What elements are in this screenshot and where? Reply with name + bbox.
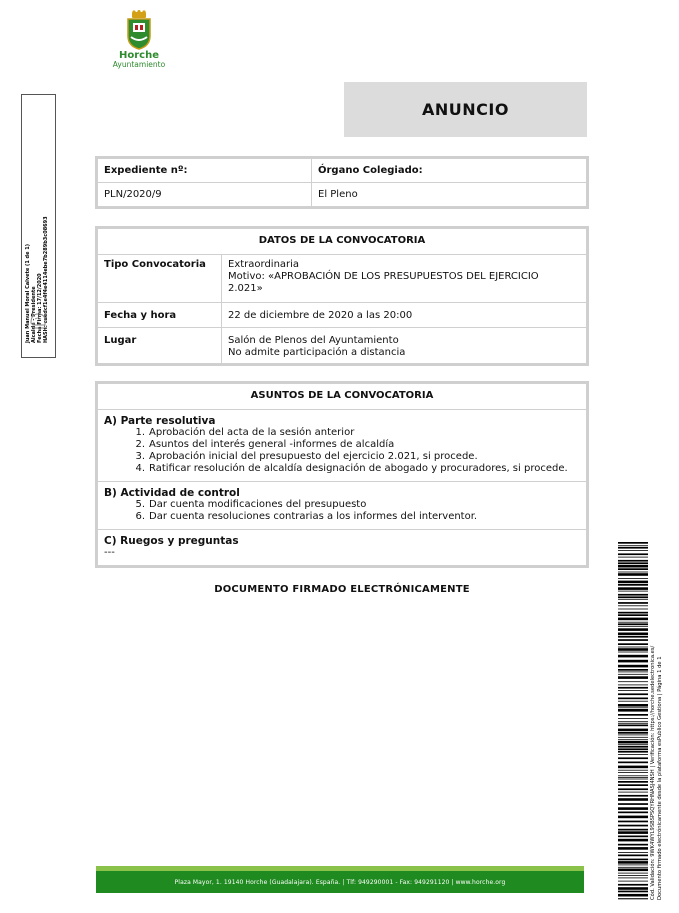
list-item: 5. Dar cuenta modificaciones del presupuesto (135, 499, 367, 510)
expediente-value: PLN/2020/9 (98, 183, 312, 207)
expediente-label: Expediente nº: (98, 159, 312, 183)
page-title-box (344, 82, 587, 137)
coat-of-arms-icon (119, 10, 159, 50)
logo-name: Horche (119, 50, 159, 61)
tipo-convocatoria-label: Tipo Convocatoria (98, 255, 222, 303)
footer-address: Plaza Mayor, 1. 19140 Horche (Guadalajara). España. | Tlf: 949290001 - Fax: 949291120 | www.horche.org (96, 871, 584, 893)
list-item: 2. Asuntos del interés general -informes de alcaldía (135, 439, 395, 450)
validation-line-2: Documento firmado electrónicamente desde la plataforma esPublico Gestiona | Página 1 de 1 (656, 656, 663, 900)
section-ruegos-preguntas (98, 530, 587, 566)
organo-value: El Pleno (312, 183, 587, 207)
tipo-convocatoria-value: Extraordinaria Motivo: «APROBACIÓN DE LOS PRESUPUESTOS DEL EJERCICIO 2.021» (222, 255, 587, 303)
horche-logo (106, 10, 172, 74)
datos-title: DATOS DE LA CONVOCATORIA (98, 229, 587, 255)
datos-convocatoria-table (95, 226, 589, 366)
section-actividad-control (98, 482, 587, 530)
list-item: 3. Aprobación inicial del presupuesto del ejercicio 2.021, si procede. (135, 451, 478, 462)
asuntos-title: ASUNTOS DE LA CONVOCATORIA (98, 384, 587, 410)
page-title: ANUNCIO (422, 100, 509, 119)
signature-text: Juan Manuel Moral Calvete (1 de 1) Alcalde - Presidente Fecha Firma: 17/12/2020 HASH: caedcf1e4f4e4114ebe7b289b3c08693 (25, 216, 49, 343)
section-b-title: B) Actividad de control (104, 487, 240, 499)
section-c-value: --- (104, 547, 115, 558)
organo-label: Órgano Colegiado: (312, 159, 587, 183)
signature-stamp-icon (27, 309, 49, 331)
documento-firmado-text: DOCUMENTO FIRMADO ELECTRÓNICAMENTE (214, 584, 470, 595)
list-item: 6. Dar cuenta resoluciones contrarias a los informes del interventor. (135, 511, 478, 522)
logo-subtitle: Ayuntamiento (112, 60, 166, 69)
fecha-hora-label: Fecha y hora (98, 303, 222, 328)
validation-text (650, 646, 663, 900)
list-item: 4. Ratificar resolución de alcaldía designación de abogado y procuradores, si procede. (135, 463, 568, 474)
validation-line-1: Cód. Validación: 9WK4WYL9SBSPSQYRHNASJ4NSH | Verificación: https://horche.sedelectronica.es/ (650, 645, 656, 900)
signature-box (21, 94, 56, 358)
section-parte-resolutiva (98, 410, 587, 482)
fecha-hora-value: 22 de diciembre de 2020 a las 20:00 (222, 303, 587, 328)
list-item: 1. Aprobación del acta de la sesión anterior (135, 427, 355, 438)
asuntos-convocatoria-table (95, 381, 589, 568)
expediente-table (95, 156, 589, 209)
lugar-value: Salón de Plenos del Ayuntamiento No admite participación a distancia (222, 328, 587, 364)
lugar-label: Lugar (98, 328, 222, 364)
section-a-title: A) Parte resolutiva (104, 415, 216, 427)
section-c-title: C) Ruegos y preguntas (104, 535, 239, 547)
barcode-icon (618, 542, 648, 900)
page-footer (96, 866, 584, 893)
